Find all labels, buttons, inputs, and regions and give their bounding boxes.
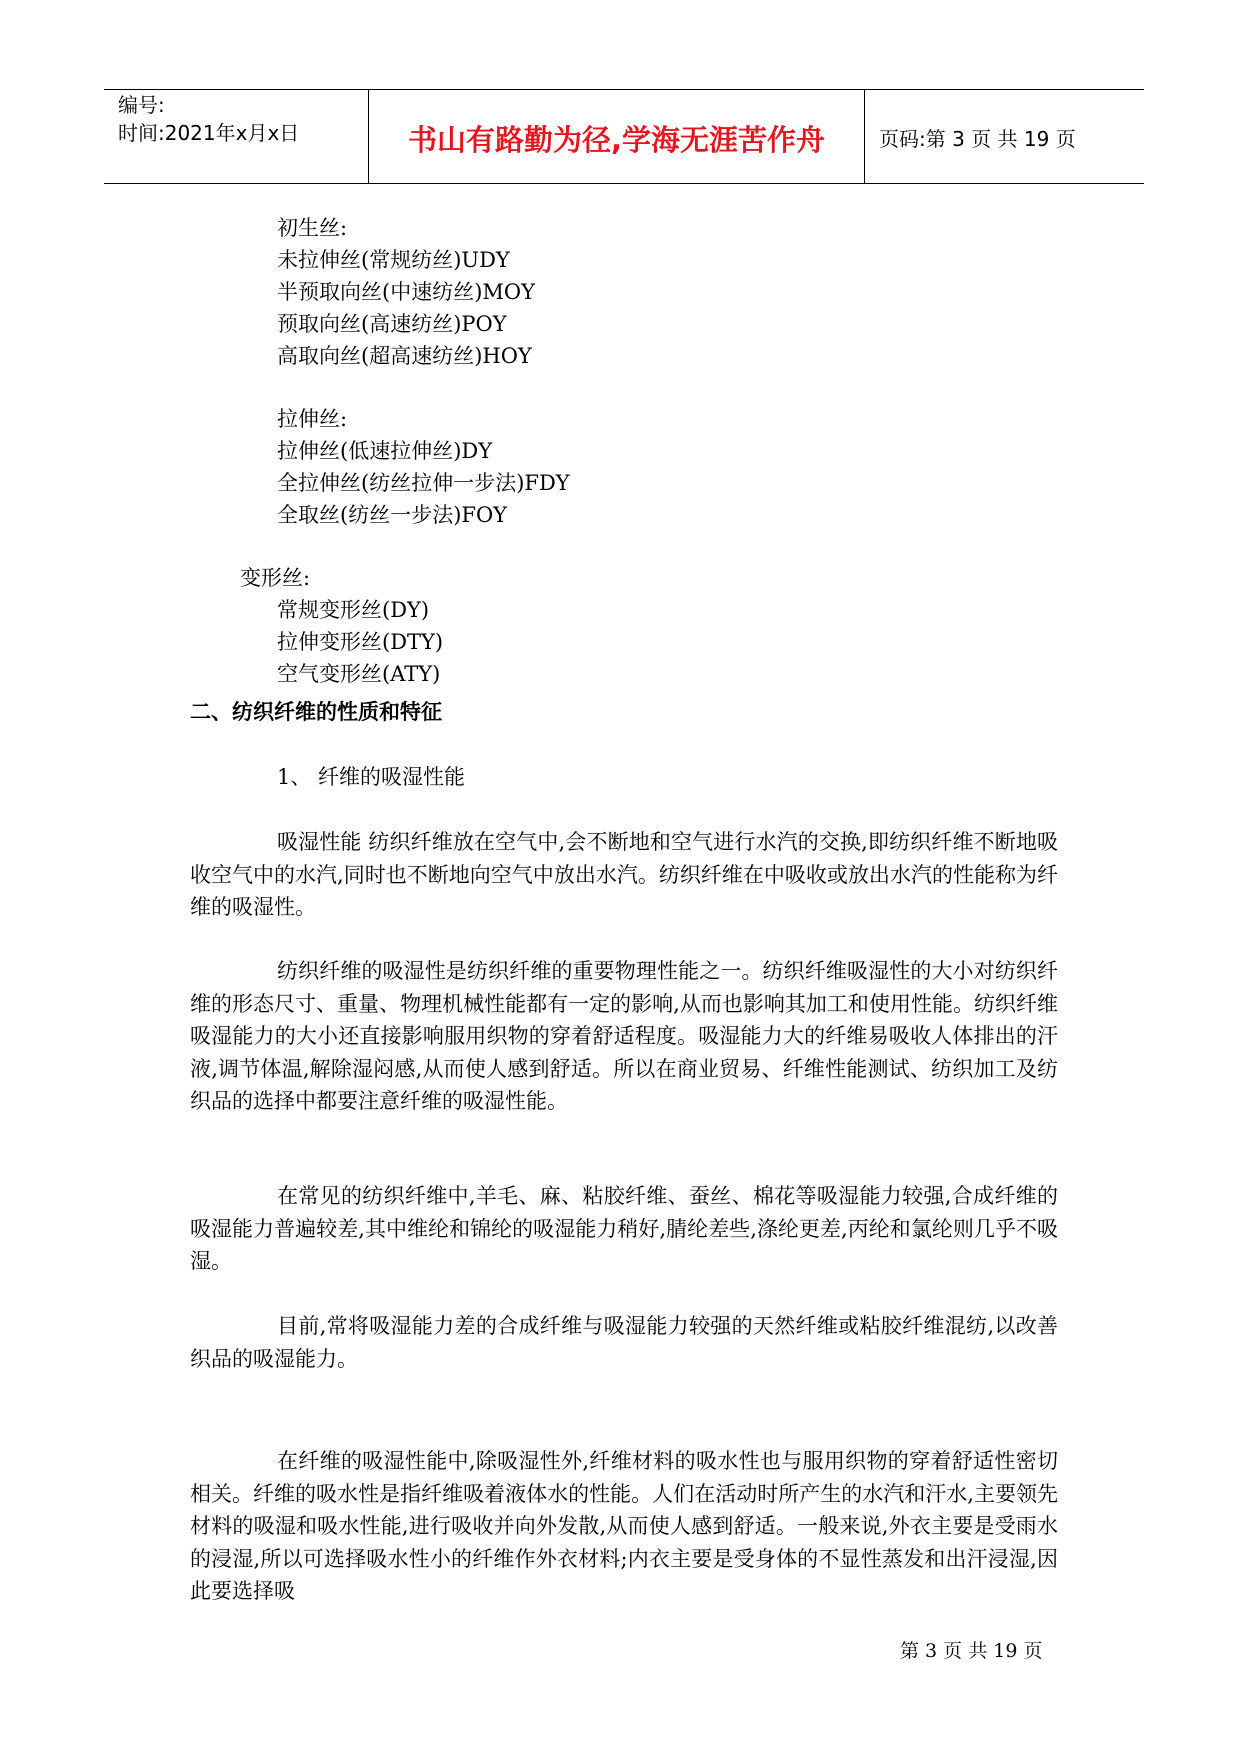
list-item: 常规变形丝(DY) [277, 598, 430, 622]
list-item: 未拉伸丝(常规纺丝)UDY [277, 248, 510, 272]
section-heading: 二、纺织纤维的性质和特征 [190, 700, 442, 724]
paragraph-text: 在纤维的吸湿性能中,除吸湿性外,纤维材料的吸水性也与服用织物的穿着舒适性密切相关。纤维的吸水性是指纤维吸着液体水的性能。人们在活动时所产生的水汽和汗水,主要领先材料的吸湿和吸水性能,进行吸收并向外发散,从而使人感到舒适。一般来说,外衣主要是受雨水的浸湿,所以可选择吸水性小的纤维作外衣材料;内衣主要是受身体的不显性蒸发和出汗浸湿,因此要选择吸 [190, 1449, 1058, 1603]
paragraph [190, 826, 1058, 924]
page-info: 页码:第 3 页 共 19 页 [879, 127, 1076, 151]
list-item: 全取丝(纺丝一步法)FOY [277, 503, 508, 527]
header-meta [104, 90, 369, 183]
section-title-spun: 初生丝: [277, 216, 348, 240]
page-header [104, 89, 1144, 184]
page-footer: 第 3 页 共 19 页 [900, 1640, 1043, 1662]
header-page-cell [865, 90, 1144, 183]
header-motto-cell [369, 90, 865, 183]
list-item: 高取向丝(超高速纺丝)HOY [277, 344, 532, 368]
section-title-textured: 变形丝: [240, 566, 311, 590]
section-title-drawn: 拉伸丝: [277, 407, 348, 431]
subheading: 1、 纤维的吸湿性能 [277, 765, 466, 789]
number-label: 编号: [118, 93, 165, 117]
paragraph [190, 1180, 1058, 1278]
paragraph [190, 1445, 1058, 1608]
paragraph-text: 纺织纤维的吸湿性是纺织纤维的重要物理性能之一。纺织纤维吸湿性的大小对纺织纤维的形态尺寸、重量、物理机械性能都有一定的影响,从而也影响其加工和使用性能。纺织纤维吸湿能力的大小还直接影响服用织物的穿着舒适程度。吸湿能力大的纤维易吸收人体排出的汗液,调节体温,解除湿闷感,从而使人感到舒适。所以在商业贸易、纤维性能测试、纺织加工及纺织品的选择中都要注意纤维的吸湿性能。 [190, 959, 1058, 1113]
list-item: 半预取向丝(中速纺丝)MOY [277, 280, 535, 304]
list-item: 全拉伸丝(纺丝拉伸一步法)FDY [277, 471, 570, 495]
paragraph [190, 955, 1058, 1118]
motto: 书山有路勤为径,学海无涯苦作舟 [407, 123, 826, 157]
time-label: 时间:2021年x月x日 [118, 121, 300, 145]
list-item: 拉伸变形丝(DTY) [277, 630, 444, 654]
list-item: 拉伸丝(低速拉伸丝)DY [277, 439, 493, 463]
paragraph-text: 在常见的纺织纤维中,羊毛、麻、粘胶纤维、蚕丝、棉花等吸湿能力较强,合成纤维的吸湿能力普遍较差,其中维纶和锦纶的吸湿能力稍好,腈纶差些,涤纶更差,丙纶和氯纶则几乎不吸湿。 [190, 1184, 1058, 1273]
paragraph-text: 目前,常将吸湿能力差的合成纤维与吸湿能力较强的天然纤维或粘胶纤维混纺,以改善织品的吸湿能力。 [190, 1314, 1058, 1371]
list-item: 空气变形丝(ATY) [277, 662, 441, 686]
paragraph-text: 吸湿性能 纺织纤维放在空气中,会不断地和空气进行水汽的交换,即纺织纤维不断地吸收空气中的水汽,同时也不断地向空气中放出水汽。纺织纤维在中吸收或放出水汽的性能称为纤维的吸湿性。 [190, 830, 1058, 919]
paragraph [190, 1310, 1058, 1375]
list-item: 预取向丝(高速纺丝)POY [277, 312, 507, 336]
